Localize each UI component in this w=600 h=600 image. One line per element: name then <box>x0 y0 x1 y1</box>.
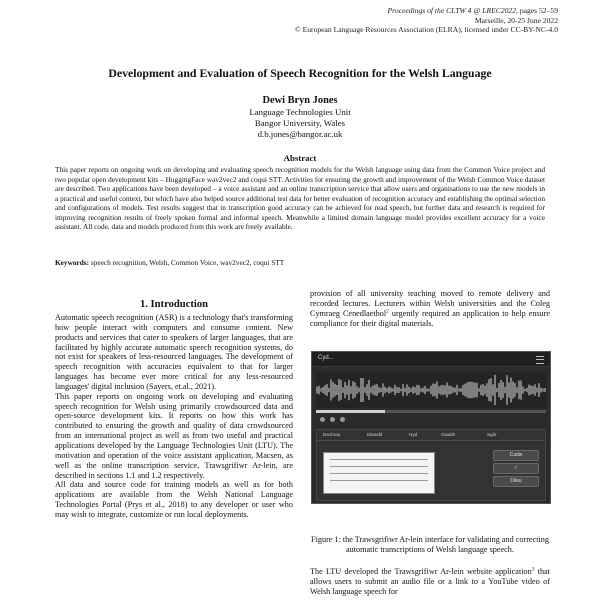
figure-1-screenshot <box>311 351 551 504</box>
keywords-text: speech recognition, Welsh, Common Voice, wav2vec2, coqui STT <box>89 258 285 267</box>
audio-progress-fill <box>316 410 385 413</box>
confirm-button: ✓ <box>493 463 539 474</box>
running-header <box>228 6 558 35</box>
segments-table-header <box>317 430 545 441</box>
waveform-graphic <box>316 372 546 408</box>
keywords-label: Keywords: <box>55 258 90 267</box>
abstract-text: This paper reports on ongoing work on developing and evaluating speech recognition models for the Welsh language using data from the Common Voice project and two popular open development kits – HuggingFace wav2vec2 and coqui STT. Activities for ensuring the growth and improvement of the Welsh Common Voice dataset are described. Two applications have been developed – a voice assistant and an online transcription service that allow users and organisations to use the new models in a practical and useful context, but which have also helped source additional test data for better evaluation of recognition accuracy and establishing the optimal selection and configurations of models. Test results suggest that in transcription good accuracy can be achieved for read speech, but further data and research is required for improving recognition results of freely spoken formal and informal speech. Meanwhile a limited domain language model provides excellent accuracy for a voice assistant. All code, data and models produced from this work are freely available. <box>55 165 545 231</box>
column-header: Gwaith <box>441 432 456 437</box>
paper-title: Development and Evaluation of Speech Recognition for the Welsh Language <box>108 66 492 80</box>
segments-table <box>316 429 546 501</box>
intro-paragraph-2: This paper reports on ongoing work on developing and evaluating speech recognition for Welsh using primarily crowdsourced data and open-source development kits. It reports on how this work has contributed to ensuring the growth and quality of data crowdsourced from an international project as well as from two useful and practical applications developed by the Language Technologies Unit (LTU). The motivation and operation of the voice assistant application, Macsen, as well as the online transcription service, Trawsgrifiwr Ar-lein, are described in sections 1.1 and 1.2 respectively. <box>55 391 293 480</box>
right-column-bottom <box>310 567 550 597</box>
right-paragraph-bottom: The LTU developed the Trawsgrifiwr Ar-lein website application$^3$ that allows users to submit an audio file or a link to a YouTube video of Welsh language speech for <box>310 566 550 596</box>
license-line: © European Language Resources Association (ELRA), licensed under CC-BY-NC-4.0 <box>294 25 558 35</box>
intro-paragraph-1: Automatic speech recognition (ASR) is a technology that's transforming how people interact with computers and consume content. New products and services that cater to speakers of larger languages, that are facilitated by highly accurate automatic speech recognition systems, do not exist for speakers of less-resourced languages. The development of speech recognition with accuracies equivalent to that for larger languages has become ever more critical for any less-resourced languages' digital inclusion (Sayers, et.al., 2021). <box>55 313 293 391</box>
menu-icon <box>536 356 544 364</box>
abstract-heading: Abstract <box>283 153 317 163</box>
pause-icon <box>330 417 335 422</box>
right-column-top <box>310 289 550 328</box>
play-icon <box>320 417 325 422</box>
right-paragraph-top: provision of all university teaching moved to remote delivery and recorded lectures. Lecturers within Welsh universities and the Coleg Cymraeg Cenedlaethol$^2$ urgently required an application to help ensure compliance for their digital materials. <box>310 289 550 328</box>
keywords <box>55 258 545 268</box>
figure-1-caption: Figure 1: the Trawsgrifiwr Ar-lein interface for validating and correcting automatic transcriptions of Welsh language speech. <box>311 535 549 554</box>
author-name: Dewi Bryn Jones <box>262 95 338 106</box>
location-date: Marseille, 20-25 June 2022 <box>474 15 558 25</box>
author-block <box>150 94 450 141</box>
transcript-textbox <box>323 452 435 494</box>
audio-controls <box>316 415 546 425</box>
footnote-marker-3: 3 <box>531 566 535 573</box>
intro-paragraph-3: All data and source code for training models as well as for both applications are available from the Welsh National Language Technologies Portal (Prys et al., 2018) to any developer or user who may wish to integrate, customize or run local deployments. <box>55 480 293 519</box>
author-university: Bangor University, Wales <box>254 118 346 129</box>
figure-app-title: Cyd... <box>318 355 334 361</box>
column-header: Diwedd <box>367 432 383 437</box>
column-header: Dechrau <box>323 432 341 437</box>
figure-app-topbar <box>312 352 550 367</box>
proceedings-line: Proceedings of the CLTW 4 @ LREC2022, pages 52–59 <box>387 6 558 15</box>
footnote-marker-2: 2 <box>386 307 389 314</box>
column-header: Hyd <box>409 432 418 437</box>
audio-waveform <box>316 372 546 408</box>
author-email: d.b.jones@bangor.ac.uk <box>257 129 343 140</box>
author-unit: Language Technologies Unit <box>249 107 351 117</box>
save-button: Cadw <box>493 450 539 461</box>
audio-progress-bar <box>316 410 546 413</box>
section-heading-introduction: 1. Introduction <box>139 299 209 310</box>
stop-icon <box>340 417 345 422</box>
left-column <box>55 313 293 520</box>
column-header: Sgôr <box>487 432 497 437</box>
delete-button: Dileu <box>493 476 539 487</box>
